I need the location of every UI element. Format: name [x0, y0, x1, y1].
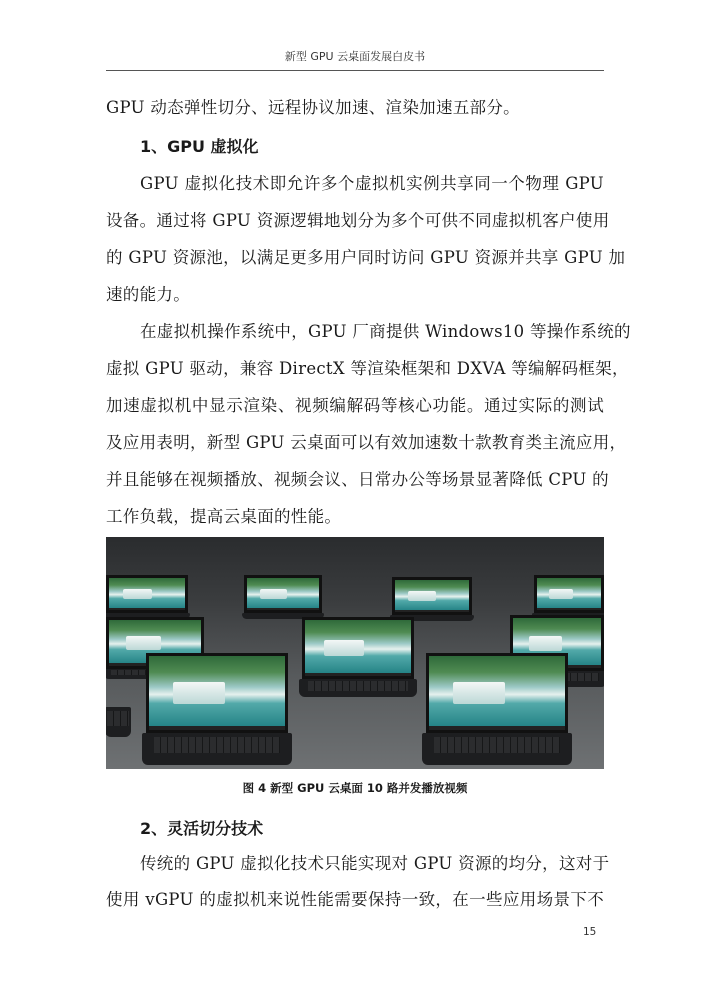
laptop: [106, 575, 188, 619]
laptop: [534, 575, 604, 619]
header-divider: [106, 70, 604, 71]
section-1-heading: 1、GPU 虚拟化: [140, 137, 259, 156]
laptop: [426, 653, 568, 765]
laptop: [244, 575, 322, 619]
paragraph-line: 使用 vGPU 的虚拟机来说性能需要保持一致，在一些应用场景下不: [106, 890, 604, 909]
paragraph-line: 的 GPU 资源池，以满足更多用户同时访问 GPU 资源并共享 GPU 加: [106, 248, 626, 267]
laptop: [106, 687, 130, 747]
figure-caption: 图 4 新型 GPU 云桌面 10 路并发播放视频: [242, 781, 468, 795]
paragraph-line: 工作负载，提高云桌面的性能。: [106, 507, 342, 526]
paragraph-line: 加速虚拟机中显示渲染、视频编解码等核心功能。通过实际的测试: [106, 396, 604, 415]
paragraph-line: GPU 虚拟化技术即允许多个虚拟机实例共享同一个物理 GPU: [140, 174, 604, 193]
paragraph-line: 传统的 GPU 虚拟化技术只能实现对 GPU 资源的均分，这对于: [140, 854, 610, 873]
page-header-title: 新型 GPU 云桌面发展白皮书: [284, 50, 426, 63]
paragraph-line: 虚拟 GPU 驱动，兼容 DirectX 等渲染框架和 DXVA 等编解码框架，: [106, 359, 629, 378]
laptop: [146, 653, 288, 765]
paragraph-line: 设备。通过将 GPU 资源逻辑地划分为多个可供不同虚拟机客户使用: [106, 211, 610, 230]
paragraph-line: 并且能够在视频播放、视频会议、日常办公等场景显著降低 CPU 的: [106, 470, 609, 489]
paragraph-line: 及应用表明，新型 GPU 云桌面可以有效加速数十款教育类主流应用，: [106, 433, 627, 452]
laptop: [392, 577, 472, 621]
laptop: [302, 617, 414, 697]
laptops-photo: [106, 537, 604, 769]
paragraph-line: 速的能力。: [106, 285, 190, 304]
intro-line: GPU 动态弹性切分、远程协议加速、渲染加速五部分。: [106, 98, 520, 117]
section-2-heading: 2、灵活切分技术: [140, 819, 264, 838]
paragraph-line: 在虚拟机操作系统中，GPU 厂商提供 Windows10 等操作系统的: [140, 322, 631, 341]
page-number: 15: [583, 926, 597, 938]
